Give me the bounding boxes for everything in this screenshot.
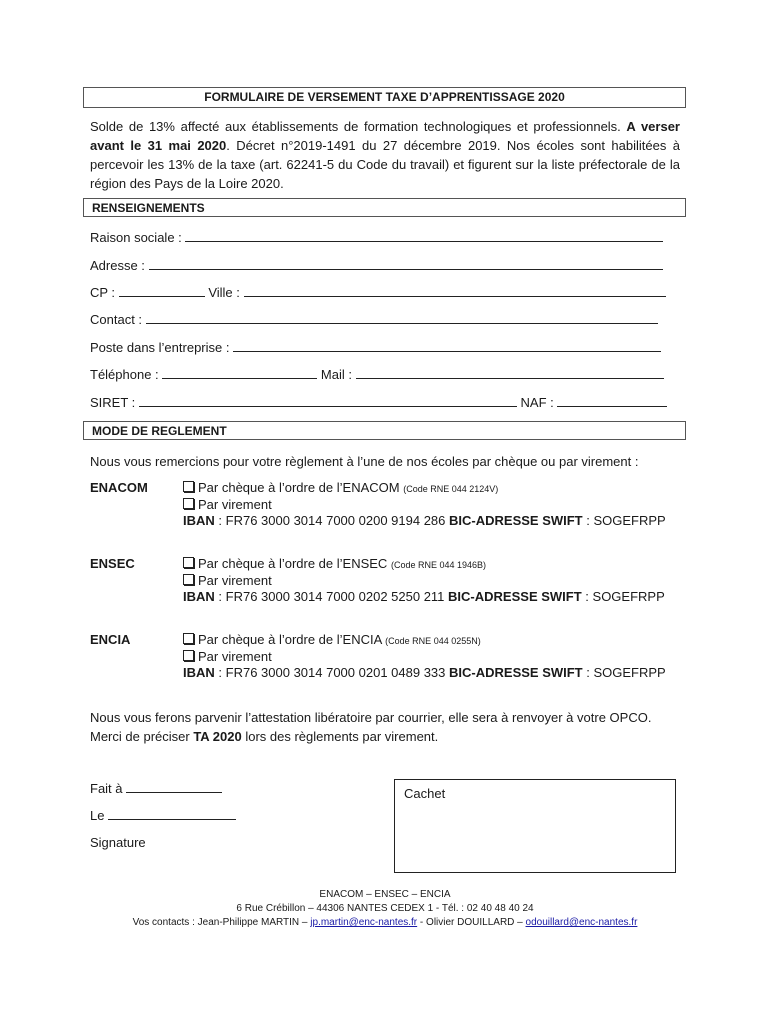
contacts-middle: - Olivier DOUILLARD – <box>417 917 526 928</box>
school-options <box>183 556 665 605</box>
rne-code: (Code RNE 044 1946B) <box>390 560 487 570</box>
cheque-label: Par chèque à l’ordre de l’ENACOM <box>198 480 400 495</box>
rne-code: (Code RNE 044 0255N) <box>385 636 481 646</box>
adresse-label: Adresse : <box>90 258 145 273</box>
intro-text-1: Solde de 13% affecté aux établissements de formation technologiques et professionnels. <box>90 119 627 134</box>
cheque-option[interactable] <box>183 480 666 497</box>
ville-label: Ville : <box>208 285 240 300</box>
cp-ville-row <box>90 284 670 302</box>
ville-field[interactable] <box>244 284 666 297</box>
siret-field[interactable] <box>139 394 517 407</box>
bic-value: : SOGEFRPP <box>586 513 666 528</box>
footer-address: 6 Rue Crébillon – 44306 NANTES CEDEX 1 - Tél. : 02 40 48 40 24 <box>236 903 534 914</box>
telephone-label: Téléphone : <box>90 367 159 382</box>
iban-label: IBAN <box>183 513 215 528</box>
poste-label: Poste dans l’entreprise : <box>90 340 230 355</box>
bank-details <box>183 665 666 681</box>
date-row <box>90 807 350 825</box>
school-options <box>183 480 666 529</box>
adresse-field[interactable] <box>149 257 663 270</box>
virement-label: Par virement <box>198 497 272 512</box>
virement-option[interactable] <box>183 573 665 589</box>
fait-label: Fait à <box>90 781 123 796</box>
raison-sociale-field[interactable] <box>185 229 663 242</box>
iban-label: IBAN <box>183 665 215 680</box>
date-field[interactable] <box>108 807 236 820</box>
raison-sociale-row <box>90 229 670 247</box>
checkbox-icon[interactable] <box>183 574 194 585</box>
iban-label: IBAN <box>183 589 215 604</box>
contact-field[interactable] <box>146 311 658 324</box>
contact-row <box>90 311 670 329</box>
bic-label: BIC-ADRESSE SWIFT <box>448 589 582 604</box>
school-name: ENACOM <box>90 480 148 495</box>
poste-row <box>90 339 670 357</box>
attestation-line-1: Nous vous ferons parvenir l’attestation libératoire par courrier, elle sera à renvoyer à votre OPCO. <box>90 710 652 725</box>
checkbox-icon[interactable] <box>183 650 194 661</box>
iban-value: : FR76 3000 3014 7000 0201 0489 333 <box>218 665 446 680</box>
email-link-martin[interactable]: jp.martin@enc-nantes.fr <box>310 917 418 928</box>
renseignements-heading: RENSEIGNEMENTS <box>83 198 686 217</box>
telephone-field[interactable] <box>162 366 317 379</box>
poste-field[interactable] <box>233 339 661 352</box>
ta-reference: TA 2020 <box>193 729 242 744</box>
school-name: ENSEC <box>90 556 135 571</box>
iban-value: : FR76 3000 3014 7000 0202 5250 211 <box>218 589 445 604</box>
school-options <box>183 632 666 681</box>
date-label: Le <box>90 808 105 823</box>
attestation-text: Merci de préciser <box>90 729 194 744</box>
siret-label: SIRET : <box>90 395 136 410</box>
bic-value: : SOGEFRPP <box>585 589 665 604</box>
intro-text-2: . Décret n°2019-1491 du 27 décembre 2019. Nos écoles sont habilitées à percevoir les 13% de la taxe (art. 62241-5 du Code du travail) et figurent sur la liste préfectorale de la région des Pays de la Loire 2020. <box>90 138 680 191</box>
form-title: FORMULAIRE DE VERSEMENT TAXE D’APPRENTISSAGE 2020 <box>83 87 686 108</box>
mail-label: Mail : <box>320 367 352 382</box>
naf-field[interactable] <box>557 394 667 407</box>
checkbox-icon[interactable] <box>183 633 194 644</box>
footer-schools: ENACOM – ENSEC – ENCIA <box>319 889 451 900</box>
iban-value: : FR76 3000 3014 7000 0200 9194 286 <box>218 513 446 528</box>
raison-sociale-label: Raison sociale : <box>90 230 182 245</box>
telephone-mail-row <box>90 366 670 384</box>
fait-field[interactable] <box>126 780 222 793</box>
virement-option[interactable] <box>183 649 666 665</box>
attestation-line-2 <box>90 727 680 746</box>
cp-label: CP : <box>90 285 116 300</box>
contacts-prefix: Vos contacts : Jean-Philippe MARTIN – <box>132 917 311 928</box>
bank-details <box>183 589 665 605</box>
naf-label: NAF : <box>520 395 554 410</box>
attestation-text: lors des règlements par virement. <box>241 729 439 744</box>
school-name: ENCIA <box>90 632 131 647</box>
checkbox-icon[interactable] <box>183 498 194 509</box>
mail-field[interactable] <box>356 366 664 379</box>
checkbox-icon[interactable] <box>183 557 194 568</box>
email-link-douillard[interactable]: odouillard@enc-nantes.fr <box>525 917 638 928</box>
bic-label: BIC-ADRESSE SWIFT <box>449 513 583 528</box>
cp-field[interactable] <box>119 284 205 297</box>
reglement-heading: MODE DE REGLEMENT <box>83 421 686 440</box>
siret-naf-row <box>90 394 670 412</box>
intro-paragraph <box>90 117 680 193</box>
contact-label: Contact : <box>90 312 143 327</box>
cheque-label: Par chèque à l’ordre de l’ENCIA <box>198 632 382 647</box>
virement-label: Par virement <box>198 573 272 588</box>
bank-details <box>183 513 666 529</box>
footer-contacts <box>0 916 770 930</box>
bic-label: BIC-ADRESSE SWIFT <box>449 665 583 680</box>
signature-label: Signature <box>90 835 146 850</box>
fait-row <box>90 780 350 798</box>
bic-value: : SOGEFRPP <box>586 665 666 680</box>
virement-option[interactable] <box>183 497 666 513</box>
intro-deadline: A verser avant le 31 mai 2020 <box>90 119 680 153</box>
virement-label: Par virement <box>198 649 272 664</box>
checkbox-icon[interactable] <box>183 481 194 492</box>
adresse-row <box>90 257 670 275</box>
cheque-label: Par chèque à l’ordre de l’ENSEC <box>198 556 388 571</box>
reglement-intro: Nous vous remercions pour votre règlement à l’une de nos écoles par chèque ou par virement : <box>90 454 639 469</box>
rne-code: (Code RNE 044 2124V) <box>403 484 499 494</box>
cachet-label: Cachet <box>404 786 446 801</box>
cheque-option[interactable] <box>183 556 665 573</box>
attestation-paragraph <box>90 708 680 746</box>
cachet-box[interactable] <box>394 779 676 873</box>
cheque-option[interactable] <box>183 632 666 649</box>
